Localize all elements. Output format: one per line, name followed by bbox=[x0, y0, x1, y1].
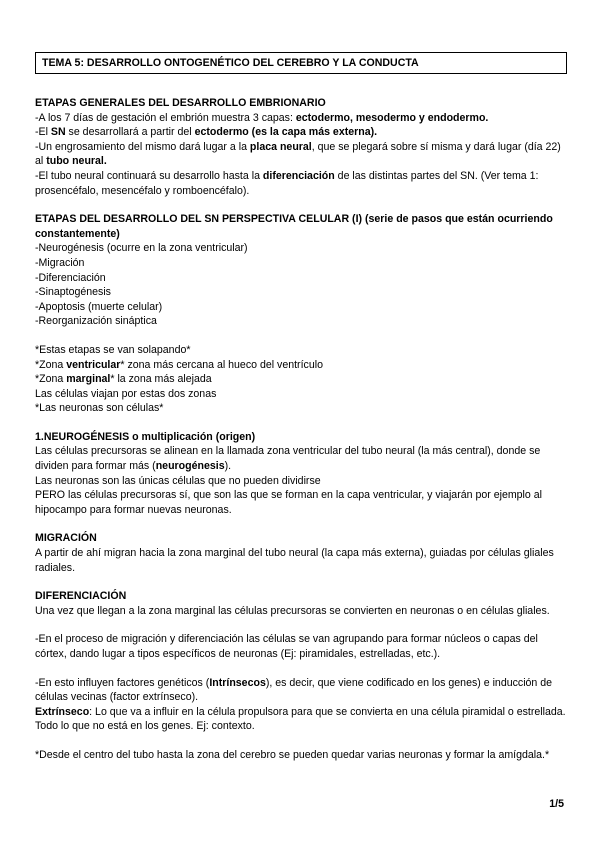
paragraph: Las células precursoras se alinean en la llamada zona ventricular del tubo neural (la más central), donde se dividen para formar más (neurogénesis). bbox=[35, 445, 541, 473]
paragraph: -El tubo neural continuará su desarrollo hasta la diferenciación de las distintas partes del SN. (Ver tema 1: prosencéfalo, mesencéfalo y romboencéfalo). bbox=[35, 169, 539, 197]
document-page bbox=[35, 52, 567, 763]
list-item: -Apoptosis (muerte celular) bbox=[35, 300, 163, 313]
note: *Zona ventricular* zona más cercana al hueco del ventrículo bbox=[35, 358, 323, 371]
list-item: -Reorganización sináptica bbox=[35, 315, 157, 328]
paragraph: -En esto influyen factores genéticos (Intrínsecos), es decir, que viene codificado en los genes) e inducción de células vecinas (factor extrínseco). bbox=[35, 676, 553, 704]
note: *Zona marginal* la zona más alejada bbox=[35, 373, 212, 386]
paragraph: Una vez que llegan a la zona marginal las células precursoras se convierten en neuronas o en células gliales. bbox=[35, 604, 550, 617]
note: *Las neuronas son células* bbox=[35, 402, 164, 415]
note: *Estas etapas se van solapando* bbox=[35, 343, 191, 356]
page-number: 1/5 bbox=[549, 798, 564, 810]
note: Las células viajan por estas dos zonas bbox=[35, 387, 217, 400]
list-item: -Migración bbox=[35, 256, 85, 269]
paragraph: *Desde el centro del tubo hasta la zona del cerebro se pueden quedar varias neuronas y formar la amígdala.* bbox=[35, 748, 550, 761]
paragraph: -En el proceso de migración y diferenciación las células se van agrupando para formar núcleos o capas del córtex, dando lugar a tipos específicos de neuronas (Ej: piramidales, estrelladas, etc.). bbox=[35, 633, 538, 660]
paragraph: -Un engrosamiento del mismo dará lugar a la placa neural, que se plegará sobre sí misma y dará lugar (día 22) al tubo neural. bbox=[35, 140, 561, 168]
heading-migracion: MIGRACIÓN bbox=[35, 532, 97, 545]
heading-perspectiva-celular: ETAPAS DEL DESARROLLO DEL SN PERSPECTIVA CELULAR (I) (serie de pasos que están ocurriendo constantemente) bbox=[35, 213, 553, 240]
list-item: -Neurogénesis (ocurre en la zona ventricular) bbox=[35, 242, 248, 255]
heading-diferenciacion: DIFERENCIACIÓN bbox=[35, 590, 127, 603]
heading-etapas-generales: ETAPAS GENERALES DEL DESARROLLO EMBRIONARIO bbox=[35, 97, 326, 109]
paragraph: -El SN se desarrollará a partir del ectodermo (es la capa más externa). bbox=[35, 126, 378, 139]
heading-neurogenesis: 1.NEUROGÉNESIS o multiplicación (origen) bbox=[35, 430, 256, 443]
paragraph: PERO las células precursoras sí, que son las que se forman en la capa ventricular, y viajarán por ejemplo al hipocampo para formar nuevas neuronas. bbox=[35, 489, 542, 516]
paragraph: A partir de ahí migran hacia la zona marginal del tubo neural (la capa más externa), guiadas por células gliales radiales. bbox=[35, 547, 554, 574]
paragraph: -A los 7 días de gestación el embrión muestra 3 capas: ectodermo, mesodermo y endodermo. bbox=[35, 111, 489, 124]
list-item: -Sinaptogénesis bbox=[35, 286, 111, 299]
document-title: TEMA 5: DESARROLLO ONTOGENÉTICO DEL CEREBRO Y LA CONDUCTA bbox=[35, 52, 567, 74]
paragraph: Extrínseco: Lo que va a influir en la célula propulsora para que se convierta en una célula piramidal o estrellada. Todo lo que no está en los genes. Ej: contexto. bbox=[35, 705, 566, 733]
list-item: -Diferenciación bbox=[35, 271, 106, 284]
paragraph: Las neuronas son las únicas células que no pueden dividirse bbox=[35, 474, 321, 487]
